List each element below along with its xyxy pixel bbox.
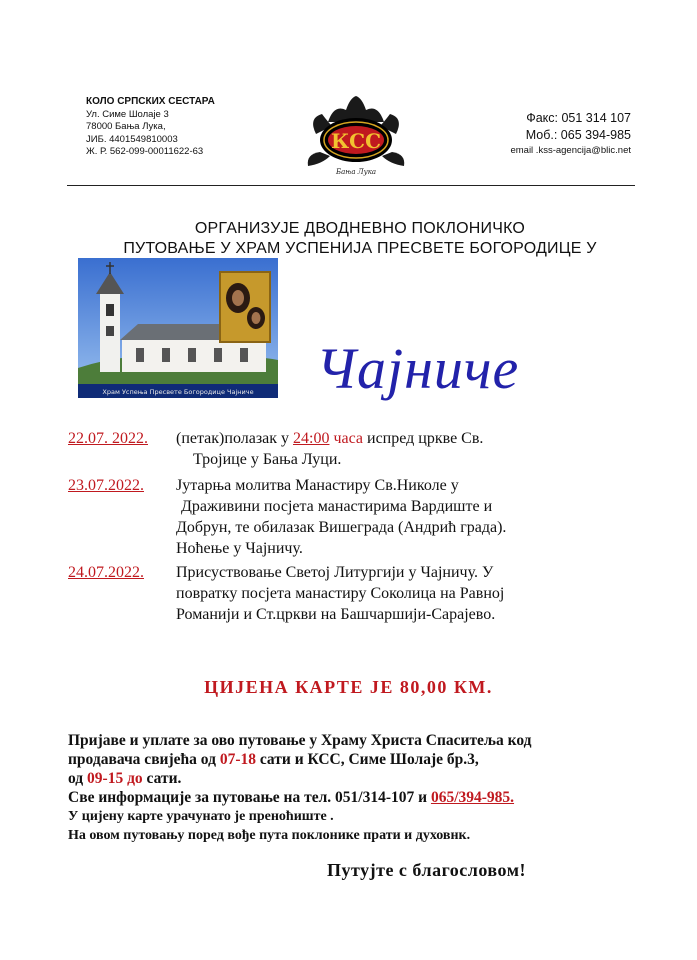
day-line: Присуствовање Светој Литургији у Чајничу. У [176,564,494,581]
logo-text: КСС [330,129,382,153]
day-line: Јутарња молитва Манастиру Св.Николе у [176,477,459,494]
registration-notes [68,731,668,845]
address-line: ЈИБ. 4401549810003 [86,133,178,145]
note-line: Пријаве и уплате за ово путовање у Храму Христа Спаситеља код [68,732,532,749]
header-divider [67,185,635,186]
mobile-phone-link: 065/394-985. [430,789,515,806]
org-name: КОЛО СРПСКИХ СЕСТАРА [86,96,215,107]
intro-heading [60,219,660,259]
note-line: од 09-15 до сати. [68,770,182,787]
hours-word: часа [333,430,364,447]
ticket-price: ЦИЈЕНА КАРТЕ ЈЕ 80,00 КМ. [204,677,493,697]
logo-subtitle: Бања Лука [335,168,377,176]
organization-block [86,96,215,159]
day-line: Добрун, те обилазак Вишеграда (Андрић града). [176,519,507,536]
church-hours: 07-18 [219,751,256,768]
day-line: Романији и Ст.цркви на Башчаршији-Сарајево. [176,606,496,623]
address-line: 78000 Бања Лука, [86,121,166,132]
note-line: Све информације за путовање на тел. 051/314-107 и 065/394-985. [68,789,515,806]
note-line: У цијену карте урачунато је преноћиште . [68,809,334,824]
email-line: email .kss-agencija@blic.net [510,145,631,156]
destination-title: Чајниче [316,336,520,401]
kss-logo [298,92,414,178]
closing-blessing: Путујте с благословом! [327,860,526,880]
mobile-line: Моб.: 065 394-985 [525,128,631,142]
day-date: 22.07. 2022. [68,430,148,447]
day-date: 24.07.2022. [68,564,144,581]
note-line: продавача свијећа од 07-18 сати и КСС, Симе Шолаје бр.3, [68,751,479,768]
photo-caption: Храм Успења Пресвете Богородице Чајниче [102,388,254,396]
address-line: Ул. Симе Шолаје 3 [86,108,169,120]
departure-time: 24:00 [293,430,330,447]
address-line: Ж. Р. 562-099-00011622-63 [86,146,204,157]
day-date: 23.07.2022. [68,477,144,494]
day-line: Драживини посјета манастирима Вардиште и [181,498,493,515]
note-line: На овом путовању поред вође пута поклонике прати и духовнк. [68,828,471,843]
day-line: (петак)полазак у 24:00 часа испред цркве Св. [176,430,484,447]
fax-line: Факс: 051 314 107 [526,111,631,125]
office-hours: 09-15 [87,770,124,787]
intro-line-1: ОРГАНИЗУЈЕ ДВОДНЕВНО ПОКЛОНИЧКО [194,220,526,237]
day-line: Тројице у Бањa Луци. [193,451,342,468]
church-photo [78,258,278,398]
contact-block [510,110,631,158]
intro-line-2: ПУТОВАЊЕ У ХРАМ УСПЕНИЈА ПРЕСВЕТЕ БОГОРОДИЦЕ У [123,240,597,257]
day-line: Ноћење у Чајничу. [176,540,303,557]
day-line: повратку посјета манастиру Соколица на Равној [176,585,505,602]
